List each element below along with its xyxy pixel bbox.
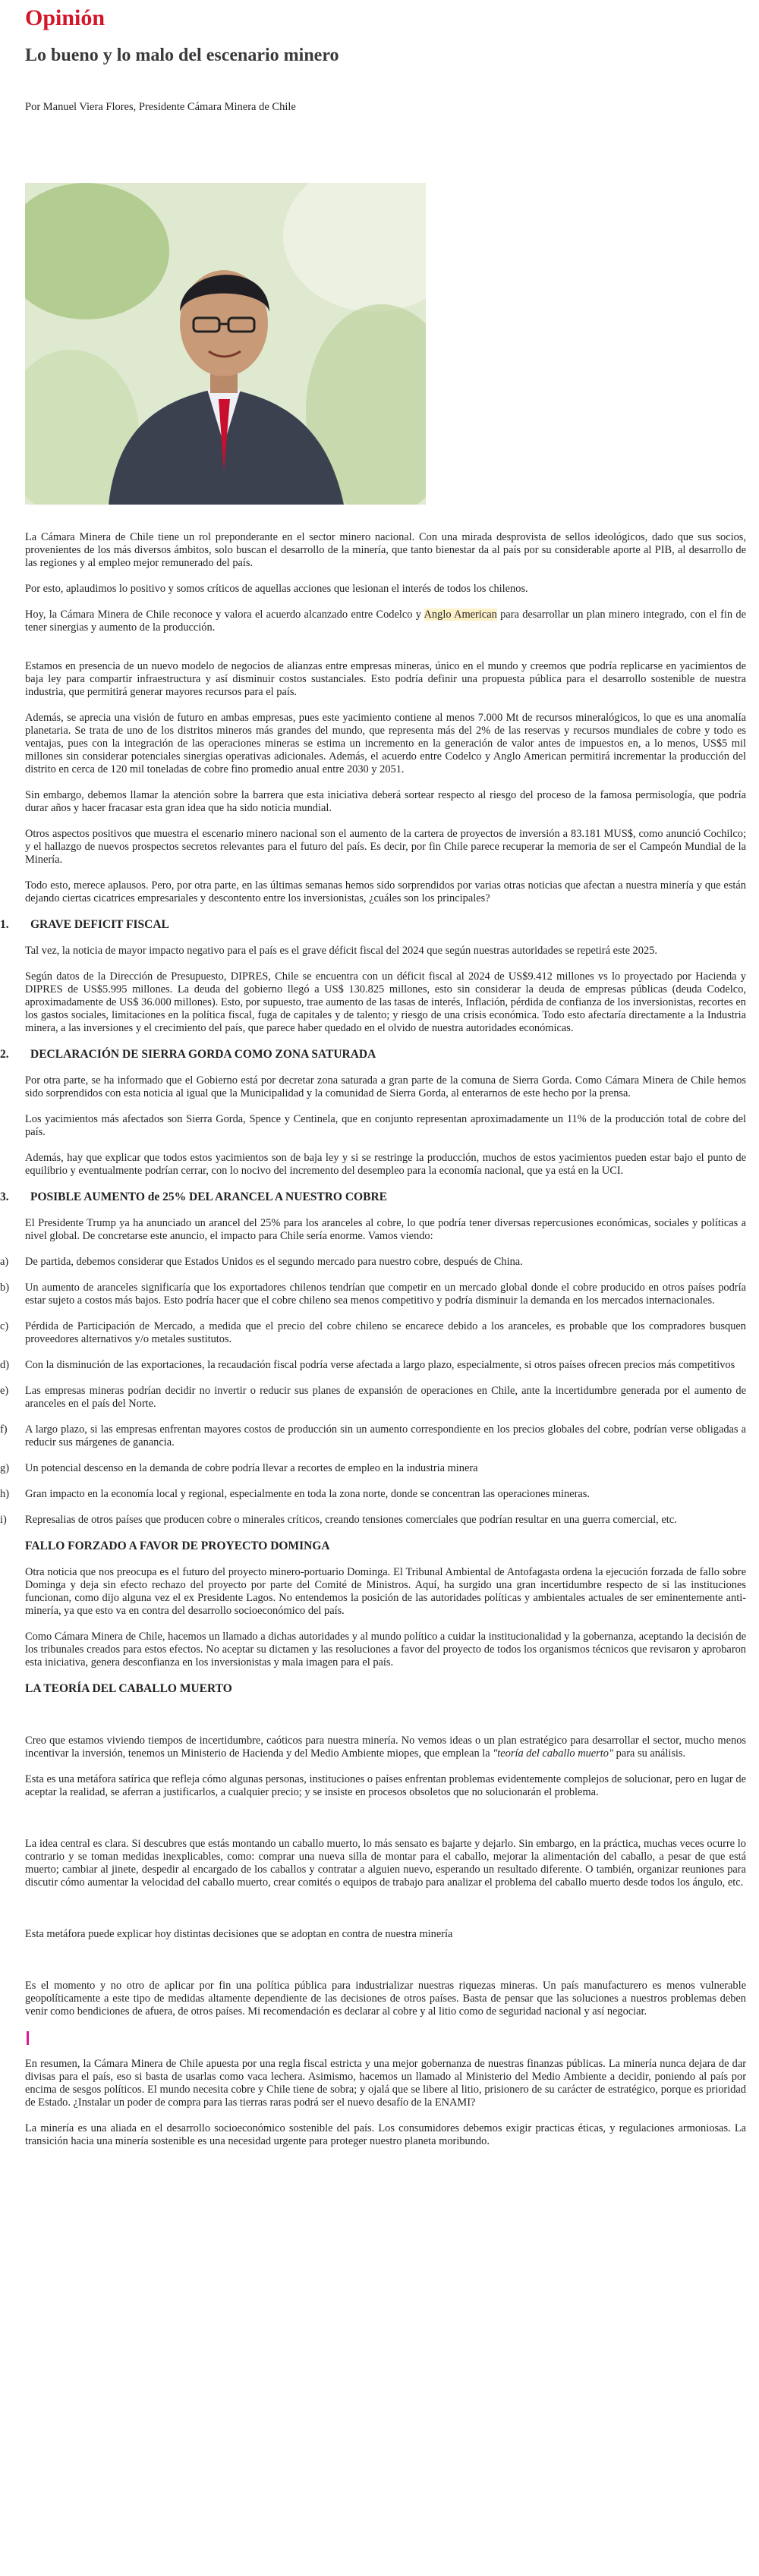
list-item [0,1462,746,1475]
text-cursor-marker [27,2031,29,2045]
section-heading-1 [0,918,746,932]
paragraph: Según datos de la Dirección de Presupuesto, DIPRES, Chile se encuentra con un déficit fiscal al 2024 de US$9.412 millones vs lo proyectado por Hacienda y DIPRES de US$5.995 millones. La deuda del gobierno llegó a US$ 130.825 millones, esto sin considerar la deuda de empresas públicas (deuda Codelco, aproximadamente de US$ 36.000 millones). Esto, por supuesto, trae aumento de las tasas de interés, Inflación, pérdida de confianza de los inversionistas, recortes en los gastos sociales, limitaciones en la política fiscal, fuga de capitales y de talento; y riesgo de una crisis económica. Todo esto afectaría directamente a la Industria minera, a las inversiones y el crecimiento del país, que parece haber quedado en el olvido de nuestra autoridades económicas. [25,970,746,1034]
paragraph: Los yacimientos más afectados son Sierra Gorda, Spence y Centinela, que en conjunto representan aproximadamente un 11% de la producción total de cobre del país. [25,1113,746,1138]
paragraph [25,1735,746,1760]
paragraph: La minería es una aliada en el desarrollo socioeconómico sostenible del país. Los consumidores debemos exigir practicas éticas, y regulaciones armoniosas. La transición hacia una minería sostenible es una necesidad urgente para proteger nuestro planeta moribundo. [25,2122,746,2147]
paragraph: Como Cámara Minera de Chile, hacemos un llamado a dichas autoridades y al mundo político a cuidar la institucionalidad y la gobernanza, aceptando la decisión de los tribunales creados para estos efectos. No aceptar su dictamen y las resoluciones a favor del proyecto de todos los organismos técnicos que revisaron y aprobaron esta iniciativa, genera desconfianza en los inversionistas y mala imagen para el país. [25,1631,746,1669]
paragraph: Tal vez, la noticia de mayor impacto negativo para el país es el grave déficit fiscal del 2024 que según nuestras autoridades se repetirá este 2025. [25,945,657,957]
list-item [0,1282,746,1307]
article-title: Lo bueno y lo malo del escenario minero [25,46,339,65]
list-text: Gran impacto en la economía local y regional, especialmente en toda la zona norte, donde se concentran las operaciones mineras. [25,1488,591,1500]
list-text: De partida, debemos considerar que Estados Unidos es el segundo mercado para nuestro cobre, después de China. [25,1256,523,1268]
section-number: 2. [0,1048,9,1061]
list-marker: b) [0,1282,9,1294]
list-marker: i) [0,1514,7,1526]
emphasis-text: "teoría del caballo muerto" [493,1747,614,1760]
highlighted-text: Anglo American [424,609,497,621]
list-text: Con la disminución de las exportaciones, la recaudación fiscal podría verse afectada a largo plazo, especialmente, si otros países ofrecen precios más competitivos [25,1359,735,1371]
paragraph: Por esto, aplaudimos lo positivo y somos críticos de aquellas acciones que lesionan el interés de todos los chilenos. [25,583,528,595]
list-text: A largo plazo, si las empresas enfrentan mayores costos de producción sin un aumento correspondiente en los precios globales del cobre, podrían verse obligadas a reducir sus márgenes de ganancia. [25,1423,746,1448]
paragraph: Esta metáfora puede explicar hoy distintas decisiones que se adoptan en contra de nuestra minería [25,1928,453,1940]
section-title: DECLARACIÓN DE SIERRA GORDA COMO ZONA SATURADA [30,1048,376,1061]
list-marker: g) [0,1462,9,1474]
paragraph: Otra noticia que nos preocupa es el futuro del proyecto minero-portuario Dominga. El Tribunal Ambiental de Antofagasta ordena la ejecución forzada de fallo sobre Dominga y deja sin efecto rechazo del proyecto por parte del Comité de Ministros. Aquí, ha surgido una gran incertidumbre respecto de si las instituciones funcionan, como dijo alguna vez el ex Presidente Lagos. No entendemos la posición de las autoridades políticas y ambientales actuales de ser eminentemente anti-minería, ya que esto va en contra del desarrollo socioeconómico del país. [25,1566,746,1617]
list-marker: e) [0,1385,9,1397]
paragraph: Además, se aprecia una visión de futuro en ambas empresas, pues este yacimiento contiene al menos 7.000 Mt de recursos mineralógicos, lo que es una anomalía planetaria. Se trata de uno de los distritos mineros más grandes del mundo, que representa más del 2% de las reservas y recursos mundiales de cobre y todo es ventajas, pues con la integración de las operaciones mineras se estima un incremento en la generación de valor antes de impuestos en, a lo menos, US$5 mil millones sin considerar potenciales sinergias operativas adicionales. Además, el acuerdo entre Codelco y Anglo American permitirá incrementar la producción del distrito en cerca de 120 mil toneladas de cobre fino promedio anual entre 2030 y 2051. [25,712,746,775]
paragraph: Es el momento y no otro de aplicar por fin una política pública para industrializar nuestras riquezas mineras. Un país manufacturero es menos vulnerable geopolíticamente a este tipo de medidas altamente dependiente de las decisiones de otros países. Basta de pensar que las soluciones a nuestros problemas deben venir como bendiciones de afuera, de otros países. Mi recomendación es declarar al cobre y al litio como de seguridad nacional y así negociar. [25,1980,746,2018]
section-heading-4: FALLO FORZADO A FAVOR DE PROYECTO DOMINGA [25,1540,330,1552]
list-marker: c) [0,1320,9,1332]
section-number: 1. [0,918,9,931]
byline: Por Manuel Viera Flores, Presidente Cámara Minera de Chile [25,101,296,113]
text-run: para desarrollar un plan minero integrado, con el fin de tener sinergias y aumento de la producción. [25,609,746,634]
list-item [0,1488,746,1501]
list-item [0,1423,746,1449]
author-portrait-image [25,183,426,505]
list-text: Las empresas mineras podrían decidir no invertir o reducir sus planes de expansión de operaciones en Chile, ante la incertidumbre generada por el aumento de aranceles en el país del Norte. [25,1385,746,1410]
list-marker: f) [0,1423,8,1436]
paragraph: La Cámara Minera de Chile tiene un rol preponderante en el sector minero nacional. Con una mirada desprovista de sellos ideológicos, dado que sus socios, provenientes de los más diversos ámbitos, solo buscan el desarrollo de la minería, que tanto bienestar da al país por su considerable aporte al PIB, al desarrollo de las regiones y al empleo mejor remunerado del país. [25,531,746,569]
paragraph: El Presidente Trump ya ha anunciado un arancel del 25% para los aranceles al cobre, lo que podría tener diversas repercusiones económicas, sociales y políticas a nivel global. De concretarse este anuncio, el impacto para Chile sería enorme. Vamos viendo: [25,1217,746,1242]
paragraph: Esta es una metáfora satírica que refleja cómo algunas personas, instituciones o países enfrentan problemas evidentemente complejos de solucionar, pero en lugar de aceptar la realidad, se aferran a justificarlos, a cualquier precio; y se insiste en procesos obsoletos que no solucionarán el problema. [25,1773,746,1798]
section-heading-2 [0,1048,746,1062]
section-title: GRAVE DEFICIT FISCAL [30,918,169,931]
list-text: Un aumento de aranceles significaría que los exportadores chilenos tendrían que competir en un mercado global donde el cobre producido en otros países podría estar sujeto a costos más bajos. Esto podría hacer que el cobre chileno sea menos competitivo y podría disminuir la demanda en los mercados internacionales. [25,1282,746,1307]
article-body [0,531,746,2161]
text-run: Hoy, la Cámara Minera de Chile reconoce y valora el acuerdo alcanzado entre Codelco y [25,609,424,621]
list-item [0,1256,746,1269]
section-heading-5: LA TEORÍA DEL CABALLO MUERTO [25,1682,232,1695]
section-number: 3. [0,1190,9,1203]
paragraph: Todo esto, merece aplausos. Pero, por otra parte, en las últimas semanas hemos sido sorprendidos por varias otras noticias que afectan a nuestra minería y que están dejando ciertas cicatrices empresariales y descontento entre los inversionistas, ¿cuáles son los principales? [25,879,746,904]
list-item [0,1514,746,1527]
section-heading-3 [0,1190,746,1204]
list-text: Represalias de otros países que producen cobre o minerales críticos, creando tensiones comerciales que podrían resultar en una guerra comercial, etc. [25,1514,677,1526]
paragraph: Estamos en presencia de un nuevo modelo de negocios de alianzas entre empresas mineras, único en el mundo y creemos que podría replicarse en yacimientos de baja ley para compartir infraestructura y así disminuir costos sustanciales. Esto podría definir una propuesta pública para el desarrollo sostenible de nuestra industria, que permitirá generar mayores recursos para el país. [25,660,746,698]
text-run: Creo que estamos viviendo tiempos de incertidumbre, caóticos para nuestra minería. No vemos ideas o un plan estratégico para desarrollar el sector, mucho menos incentivar la inversión, tenemos un Ministerio de Hacienda y del Medio Ambiente miopes, que emplean la [25,1735,746,1760]
paragraph: Además, hay que explicar que todos estos yacimientos son de baja ley y si se restringe la producción, muchos de estos yacimientos pueden estar bajo el punto de equilibrio y eventualmente podrían cerrar, con lo nocivo del incremento del desempleo para la economía nacional, que ya está en la UCI. [25,1152,746,1177]
list-marker: a) [0,1256,9,1268]
paragraph-anglo [25,609,746,634]
paragraph: Por otra parte, se ha informado que el Gobierno está por decretar zona saturada a gran parte de la comuna de Sierra Gorda. Como Cámara Minera de Chile hemos sido sorprendidos con esta noticia al igual que la Municipalidad y la comunidad de Sierra Gorda, al enterarnos de este hecho por la prensa. [25,1074,746,1099]
paragraph: Otros aspectos positivos que muestra el escenario minero nacional son el aumento de la cartera de proyectos de inversión a 83.181 MUS$, como anunció Cochilco; y el hallazgo de nuevos prospectos secretos relevantes para el futuro del país. Es decir, por fin Chile parece recuperar la memoria de ser el Campeón Mundial de la Minería. [25,828,746,866]
list-marker: h) [0,1488,9,1500]
section-title: POSIBLE AUMENTO de 25% DEL ARANCEL A NUESTRO COBRE [30,1190,387,1203]
list-marker: d) [0,1359,9,1371]
author-photo [25,183,426,505]
list-text: Un potencial descenso en la demanda de cobre podría llevar a recortes de empleo en la industria minera [25,1462,478,1474]
section-label: Opinión [25,5,106,30]
text-run: para su análisis. [613,1747,686,1760]
list-text: Pérdida de Participación de Mercado, a medida que el precio del cobre chileno se encarece debido a los aranceles, es probable que los compradores busquen proveedores alternativos y/o metales sustitutos. [25,1320,746,1345]
paragraph: En resumen, la Cámara Minera de Chile apuesta por una regla fiscal estricta y una mejor gobernanza de nuestras finanzas públicas. La minería nunca dejara de dar divisas para el país, eso si basta de usarlas como vaca lechera. Asimismo, hacemos un llamado al Ministerio del Medio Ambiente a decidir, poniendo al país por encima de sesgos políticos. El mundo necesita cobre y Chile tiene de sobra; y ojalá que se libere al litio, prisionero de su carácter de estratégico, porque es prioridad de Estado. ¿Instalar un poder de compra para las tierras raras podrá ser el nuevo desafío de la ENAMI? [25,2058,746,2109]
list-item [0,1359,746,1372]
paragraph: Sin embargo, debemos llamar la atención sobre la barrera que esta iniciativa deberá sortear respecto al riesgo del proceso de la famosa permisología, que podría durar años y hacer fracasar esta gran idea que ha sido noticia mundial. [25,789,746,814]
list-item [0,1385,746,1411]
list-item [0,1320,746,1346]
paragraph: La idea central es clara. Si descubres que estás montando un caballo muerto, lo más sensato es bajarte y dejarlo. Sin embargo, en la práctica, muchas veces ocurre lo contrario y se toman medidas inexplicables, como: comprar una nueva silla de montar para el caballo, mejorar la alimentación del caballo, a pesar de que está muerto; cambiar al jinete, despedir al encargado de los caballos y contratar a alguien nuevo, esperando un resultado diferente. O también, organizar reuniones para discutir cómo aumentar la velocidad del caballo muerto, crear comités o equipos de trabajo para analizar el problema del caballo muerto desde todos los ángulo, etc. [25,1838,746,1889]
